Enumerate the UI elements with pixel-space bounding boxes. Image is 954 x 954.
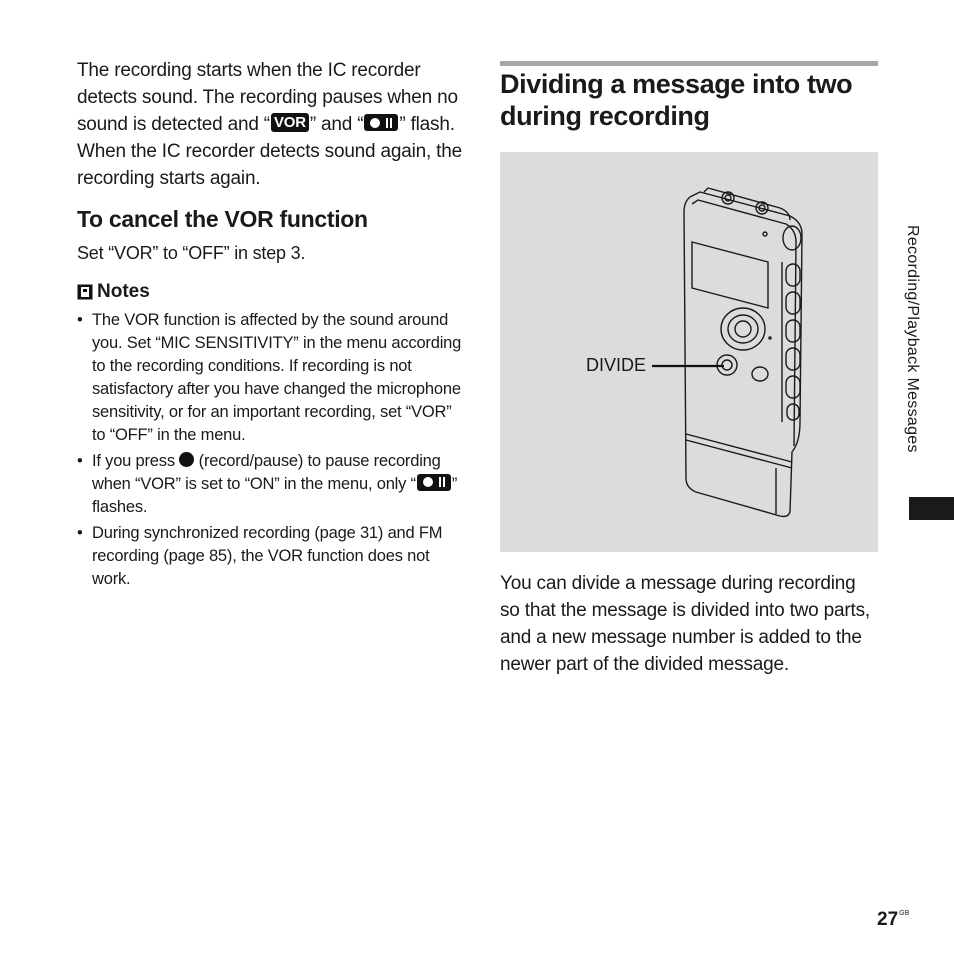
note-2-text-a: If you press — [92, 452, 180, 470]
intro-text-3: ” flash. When the IC recorder detects sound again, the recording starts again. — [77, 114, 462, 189]
vor-display-icon: VOR — [271, 113, 309, 132]
device-figure — [500, 152, 878, 552]
notes-heading-label: Notes — [97, 281, 150, 302]
section-title — [500, 68, 890, 132]
note-2-text-b: (record/pause) to pause recording when “VOR” is set to “ON” in the menu, only “ — [92, 452, 441, 493]
side-tab-label: Recording/Playback Messages — [904, 225, 921, 453]
note-2-text-c: ” flashes. — [92, 475, 458, 516]
record-button-icon — [179, 452, 194, 467]
section-title-line-2: during recording — [500, 101, 710, 131]
page-number-value: 27 — [877, 909, 899, 930]
page-number — [877, 909, 909, 931]
notes-list — [77, 309, 462, 594]
cancel-vor-heading: To cancel the VOR function — [77, 206, 368, 232]
page-number-suffix: GB — [899, 910, 910, 917]
intro-text-1: The recording starts when the IC recorder detects sound. The recording pauses when no sound is detected and “ — [77, 60, 458, 135]
side-tab-marker — [909, 497, 954, 520]
note-3-text: During synchronized recording (page 31) and FM recording (page 85), the VOR function does not work. — [92, 524, 443, 588]
section-title-line-1: Dividing a message into two — [500, 69, 853, 99]
notes-heading — [77, 281, 150, 303]
section-rule — [500, 61, 878, 66]
note-1-text: The VOR function is affected by the sound around you. Set “MIC SENSITIVITY” in the menu according to the recording conditions. If recording is not satisfactory after you have changed the microphone sensitivity, or for an important recording, set “VOR” to “OFF” in the menu. — [92, 311, 462, 444]
notes-icon — [77, 284, 93, 300]
ic-recorder-illustration — [500, 152, 878, 552]
intro-paragraph — [77, 57, 462, 192]
divide-description: You can divide a message during recording so that the message is divided into two parts, and a new message number is added to the newer part of the divided message. — [500, 573, 870, 675]
divide-label: DIVIDE — [586, 355, 647, 375]
list-item: • During synchronized recording (page 31) and FM recording (page 85), the VOR function does not work. — [77, 524, 443, 588]
list-item: • If you press (record/pause) to pause recording when “VOR” is set to “ON” in the menu, only “ ” flashes. — [77, 452, 458, 516]
intro-text-2: ” and “ — [309, 114, 364, 135]
list-item: • The VOR function is affected by the sound around you. Set “MIC SENSITIVITY” in the menu according to the recording conditions. If recording is not satisfactory after you have changed the microphone sensitivity, or for an important recording, set “VOR” to “OFF” in the menu. — [77, 311, 462, 444]
record-pause-display-icon — [417, 474, 451, 491]
record-pause-display-icon — [364, 114, 398, 131]
cancel-vor-text: Set “VOR” to “OFF” in step 3. — [77, 243, 306, 263]
